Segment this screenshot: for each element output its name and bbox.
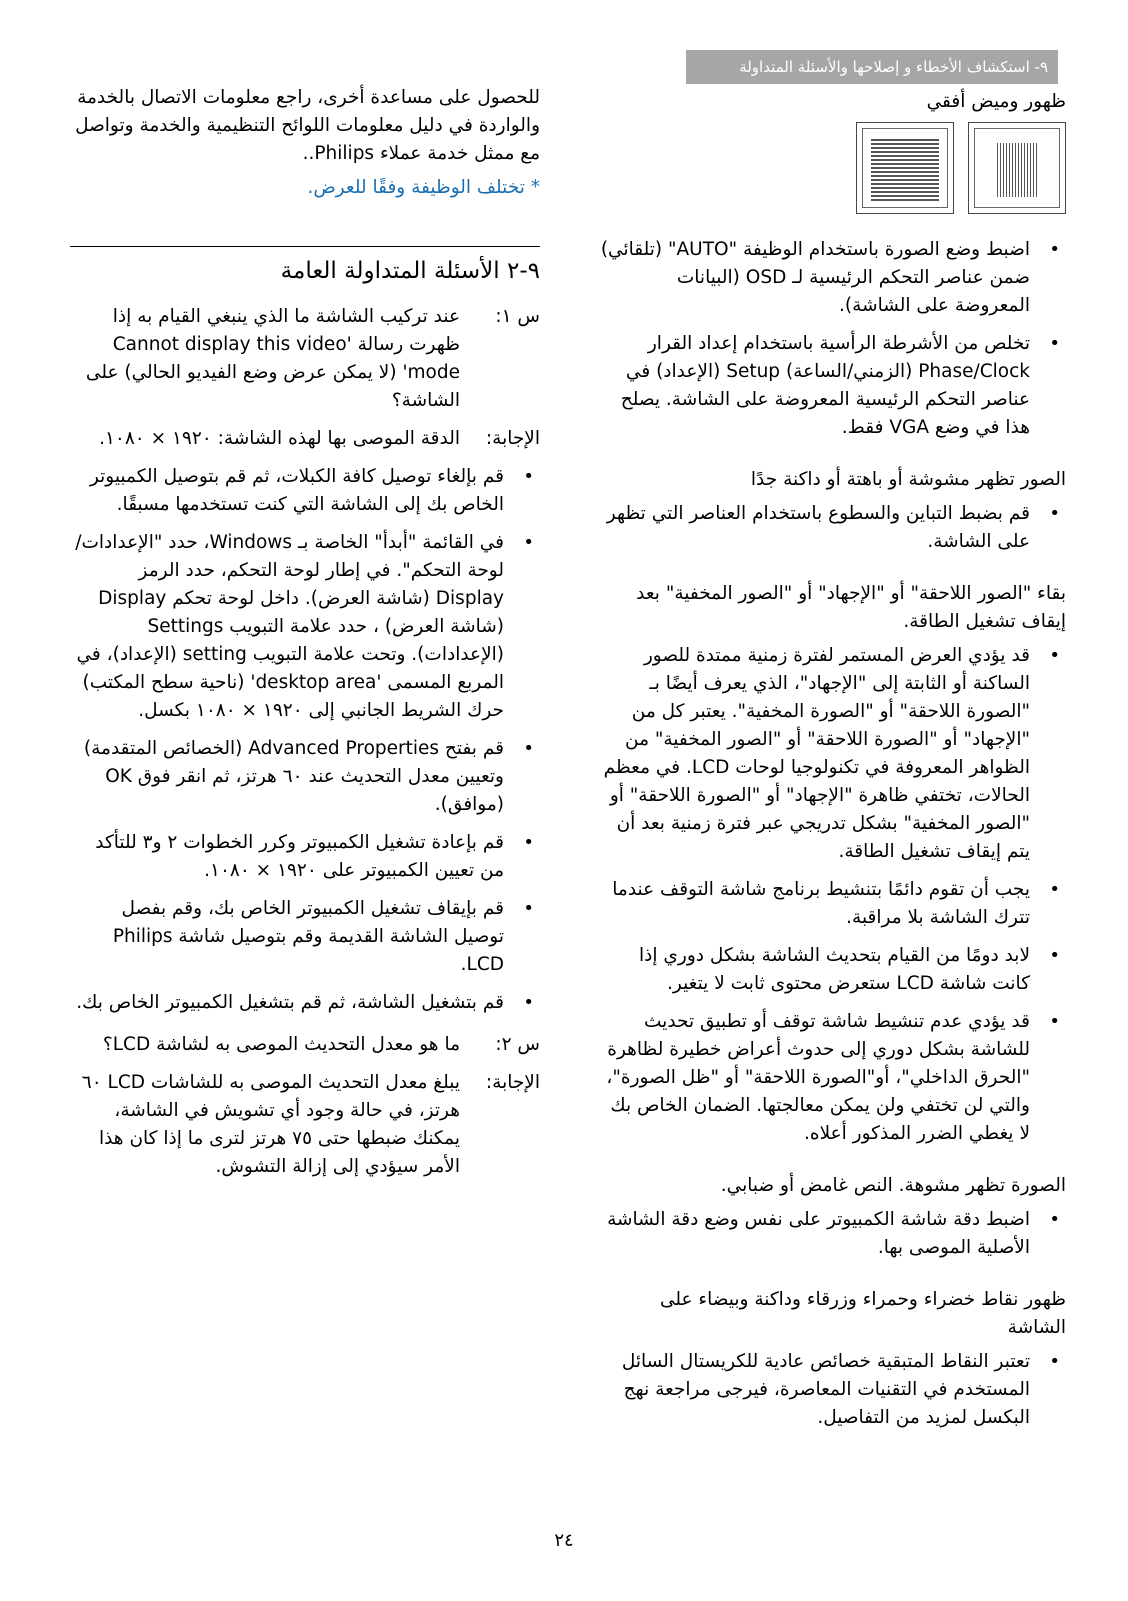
screen-thumbnail-left [856, 122, 954, 214]
list-item: • قم بإعادة تشغيل الكمبيوتر وكرر الخطوات ٢ و٣ للتأكد من تعيين الكمبيوتر على ١٩٢٠ × ١٠٨٠. [70, 829, 540, 885]
heading-horizontal-flicker: ظهور وميض أفقي [926, 91, 1066, 112]
list-item: • لابد دومًا من القيام بتحديث الشاشة بشكل دوري إذا كانت شاشة LCD ستعرض محتوى ثابت لا يتغير. [596, 942, 1066, 998]
chapter-header: ٩- استكشاف الأخطاء و إصلاحها والأسئلة المتداولة [686, 50, 1058, 84]
section-title: ٩-٢ الأسئلة المتداولة العامة [280, 258, 540, 284]
list-item: • يجب أن تقوم دائمًا بتنشيط برنامج شاشة التوقف عندما تترك الشاشة بلا مراقبة. [596, 876, 1066, 932]
left-column [70, 84, 540, 1191]
list-item: • قد يؤدي العرض المستمر لفترة زمنية ممتدة للصور الساكنة أو الثابتة إلى "الإجهاد"، الذي يعرف أيضًا بـ "الصورة اللاحقة" أو "الصورة المخفية". يعتبر كل من "الإجهاد" أو "الصورة اللاحقة" أو "الصور المخفية" من الظواهر المعروفة في تكنولوجيا لوحات LCD. في معظم الحالات، تختفي ظاهرة "الإجهاد" أو "الصورة اللاحقة" أو "الصور المخفية" بشكل تدريجي عبر فترة زمنية بعد أن يتم إيقاف تشغيل الطاقة. [596, 642, 1066, 866]
answer-label: الإجابة: [485, 1072, 540, 1093]
answer-1-steps [70, 463, 540, 1017]
bullets-blurry [596, 500, 1066, 556]
question-text: عند تركيب الشاشة ما الذي ينبغي القيام به إذا ظهرت رسالة 'Cannot display this video mode' (لا يمكن عرض وضع الفيديو الحالي) على الشاشة؟ [85, 306, 460, 411]
answer-text: الدقة الموصى بها لهذه الشاشة: ١٩٢٠ × ١٠٨٠. [99, 428, 460, 449]
question-2 [70, 1031, 540, 1059]
answer-label: الإجابة: [485, 428, 540, 449]
footnote: * تختلف الوظيفة وفقًا للعرض. [307, 177, 540, 198]
list-item: • اضبط وضع الصورة باستخدام الوظيفة "AUTO" (تلقائي) ضمن عناصر التحكم الرئيسية لـ OSD (البيانات المعروضة على الشاشة). [596, 236, 1066, 320]
question-1 [70, 303, 540, 415]
question-text: ما هو معدل التحديث الموصى به لشاشة LCD؟ [102, 1034, 460, 1055]
question-label: س ١: [495, 306, 540, 327]
list-item: • قم بضبط التباين والسطوع باستخدام العناصر التي تظهر على الشاشة. [596, 500, 1066, 556]
list-item: • قم بتشغيل الشاشة، ثم قم بتشغيل الكمبيوتر الخاص بك. [70, 989, 540, 1017]
section-divider [70, 246, 540, 247]
bullets-retention [596, 642, 1066, 1148]
answer-text: يبلغ معدل التحديث الموصى به للشاشات LCD ٦٠ هرتز، في حالة وجود أي تشويش في الشاشة، يمكنك ضبطها حتى ٧٥ هرتز لترى ما إذا كان هذا الأمر سيؤدي إلى إزالة التشوش. [81, 1072, 460, 1177]
list-item: • قم بإيقاف تشغيل الكمبيوتر الخاص بك، وقم بفصل توصيل الشاشة القديمة وقم بتوصيل شاشة Philips LCD. [70, 895, 540, 979]
list-item: • اضبط دقة شاشة الكمبيوتر على نفس وضع دقة الشاشة الأصلية الموصى بها. [596, 1206, 1066, 1262]
list-item: • قد يؤدي عدم تنشيط شاشة توقف أو تطبيق تحديث للشاشة بشكل دوري إلى حدوث أعراض خطيرة لظاهرة "الحرق الداخلي"، أو"الصورة اللاحقة" أو "ظل الصورة"، والتي لن تختفي ولن يمكن معالجتها. الضمان الخاص بك لا يغطي الضرر المذكور أعلاه. [596, 1008, 1066, 1148]
contact-paragraph: للحصول على مساعدة أخرى، راجع معلومات الاتصال بالخدمة والواردة في دليل معلومات اللوائح التنظيمية والخدمة وتواصل مع ممثل خدمة عملاء Philips.. [75, 87, 540, 164]
list-item: • تعتبر النقاط المتبقية خصائص عادية للكريستال السائل المستخدم في التقنيات المعاصرة، فيرجى مراجعة نهج البكسل لمزيد من التفاصيل. [596, 1348, 1066, 1432]
answer-1 [70, 425, 540, 453]
heading-image-retention: بقاء "الصور اللاحقة" أو "الإجهاد" أو "الصور المخفية" بعد إيقاف تشغيل الطاقة. [636, 583, 1066, 632]
heading-distorted-image: الصورة تظهر مشوهة. النص غامض أو ضبابي. [720, 1175, 1066, 1196]
heading-blurry-image: الصور تظهر مشوشة أو باهتة أو داكنة جدًا [750, 469, 1066, 490]
list-item: • في القائمة "أبدأ" الخاصة بـ Windows، حدد "الإعدادات/لوحة التحكم". في إطار لوحة التحكم، حدد الرمز Display (شاشة العرض). داخل لوحة تحكم Display (شاشة العرض) ، حدد علامة التبويب Settings (الإعدادات). وتحت علامة التبويب setting (الإعداد)، في المربع المسمى 'desktop area' (ناحية سطح المكتب) حرك الشريط الجانبي إلى ١٩٢٠ × ١٠٨٠ بكسل. [70, 529, 540, 725]
bullets-flicker [596, 236, 1066, 442]
list-item: • تخلص من الأشرطة الرأسية باستخدام إعداد القرار Phase/Clock (الزمني/الساعة) Setup (الإعداد) في عناصر التحكم الرئيسية المعروضة على الشاشة. يصلح هذا في وضع VGA فقط. [596, 330, 1066, 442]
page-number: ٢٤ [554, 1530, 574, 1551]
heading-dots: ظهور نقاط خضراء وحمراء وزرقاء وداكنة وبيضاء على الشاشة [659, 1289, 1066, 1338]
right-column [596, 88, 1066, 1442]
bullets-dots [596, 1348, 1066, 1432]
answer-2 [70, 1069, 540, 1181]
bullets-distorted [596, 1206, 1066, 1262]
list-item: • قم بإلغاء توصيل كافة الكبلات، ثم قم بتوصيل الكمبيوتر الخاص بك إلى الشاشة التي كنت تستخدمها مسبقًا. [70, 463, 540, 519]
flicker-illustration [596, 122, 1066, 224]
question-label: س ٢: [495, 1034, 540, 1055]
list-item: • قم بفتح Advanced Properties (الخصائص المتقدمة) وتعيين معدل التحديث عند ٦٠ هرتز، ثم انقر فوق OK (موافق). [70, 735, 540, 819]
screen-thumbnail-right [968, 122, 1066, 214]
